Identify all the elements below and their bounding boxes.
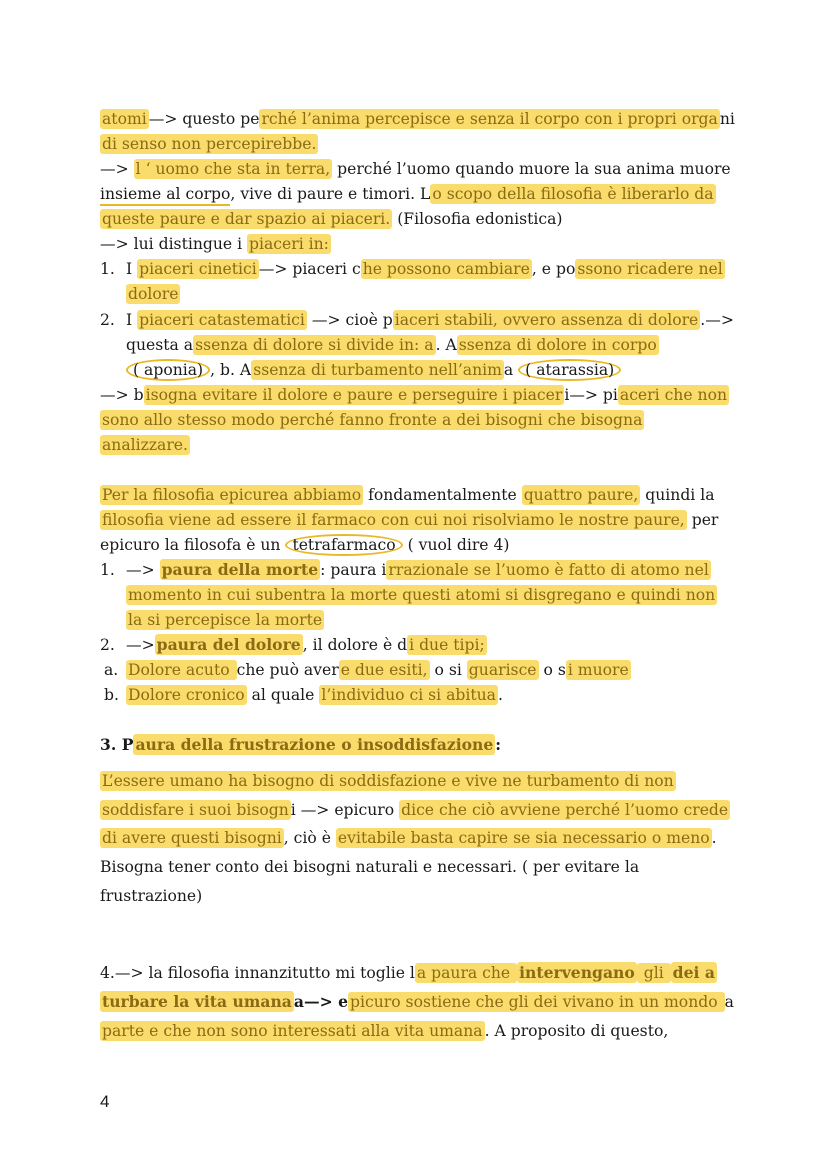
highlight-bold: intervengano	[519, 963, 635, 982]
highlight: picuro sostiene che gli dei vivano in un mondo	[350, 993, 723, 1011]
highlight: isogna evitare il dolore e paure e perseguire i piacer	[145, 386, 563, 404]
text-span: —> piaceri c	[258, 260, 361, 278]
text-line	[100, 799, 730, 821]
highlight: i muore	[567, 661, 629, 679]
text-span: . A	[435, 336, 457, 354]
text-span: ( vuol dire 4)	[402, 536, 510, 554]
text-line	[126, 609, 324, 631]
text-line	[100, 133, 318, 155]
text-span: perché l’uomo quando muore la sua anima muore	[332, 160, 731, 178]
highlight: L’essere umano ha bisogno di soddisfazione e vive ne turbamento di non	[102, 772, 674, 790]
highlight: e due esiti,	[340, 661, 428, 679]
highlight: Dolore cronico	[128, 686, 245, 704]
highlight: dolore	[128, 285, 179, 303]
highlight: momento in cui subentra la morte questi atomi si disgregano e quindi non	[128, 586, 716, 604]
text-line	[126, 584, 717, 606]
list-number: 1.	[100, 561, 115, 579]
text-span: quindi la	[640, 486, 715, 504]
highlight: l ‘ uomo che sta in terra,	[135, 160, 331, 178]
highlight: o scopo della filosofia è liberarlo da	[432, 185, 714, 203]
text-span: I	[126, 260, 138, 278]
text-span: , vive di paure e timori. L	[230, 185, 431, 203]
highlight: dice che ciò avviene perché l’uomo crede	[401, 801, 729, 819]
text-line	[100, 233, 331, 255]
list-item	[100, 258, 725, 280]
list-item	[100, 559, 711, 581]
text-span: ni	[719, 110, 735, 128]
highlight: quattro paure,	[523, 486, 639, 504]
text-span: .	[711, 829, 717, 847]
text-span: o s	[538, 661, 566, 679]
highlight: sono allo stesso modo perché fanno fronte a dei bisogni che bisogna	[102, 411, 643, 429]
text-span: —>	[126, 636, 155, 654]
text-span: —>	[100, 160, 134, 178]
text-span: I	[126, 311, 138, 329]
highlight: parte e che non sono interessati alla vita umana	[102, 1022, 483, 1040]
text-span: .—>	[700, 311, 734, 329]
highlight: Dolore acuto	[128, 661, 235, 679]
list-item	[100, 634, 487, 656]
highlight: guarisce	[468, 661, 537, 679]
text-span: .	[497, 686, 503, 704]
highlight-bold: turbare la vita umana	[102, 992, 292, 1011]
text-span: (Filosofia edonistica)	[392, 210, 563, 228]
highlight: ssono ricadere nel	[577, 260, 723, 278]
highlight: aceri che non	[619, 386, 727, 404]
text-span: , b. A	[210, 361, 252, 379]
text-span: al quale	[246, 686, 320, 704]
text-span: —> lui distingue i	[100, 235, 248, 253]
text-span: o si	[429, 661, 467, 679]
highlight: ssenza di dolore in corpo	[458, 336, 657, 354]
text-line	[100, 183, 716, 205]
highlight: ssenza di turbamento nell’anim	[253, 361, 502, 379]
list-item	[104, 659, 631, 681]
text-line	[100, 158, 731, 180]
highlight: Per la filosofia epicurea abbiamo	[102, 486, 362, 504]
text-line	[100, 770, 676, 792]
highlight: la si percepisce la morte	[128, 611, 323, 629]
text-span: a—> e	[293, 992, 349, 1011]
highlight: evitabile basta capire se sia necessario o meno	[337, 829, 710, 847]
highlight: piaceri in:	[249, 235, 329, 253]
section-heading	[100, 734, 501, 756]
highlight: gli	[638, 964, 669, 982]
text-span: : paura i	[320, 561, 387, 579]
text-line	[126, 283, 180, 305]
highlight: piaceri catastematici	[139, 311, 305, 329]
highlight: iaceri stabili, ovvero assenza di dolore	[394, 311, 699, 329]
highlight-bold: paura della morte	[161, 560, 319, 579]
text-line	[100, 384, 729, 406]
text-line	[100, 827, 717, 849]
page-number: 4	[100, 1092, 110, 1111]
text-line	[100, 409, 644, 431]
highlight-bold: aura della frustrazione o insoddisfazione	[135, 735, 494, 754]
list-letter: a.	[104, 661, 119, 679]
text-span: questa a	[126, 336, 194, 354]
list-number: 2.	[100, 311, 115, 329]
highlight: i due tipi;	[409, 636, 485, 654]
text-line	[100, 856, 639, 878]
text-span: a	[503, 361, 519, 379]
text-span: —> cioè p	[306, 311, 393, 329]
text-span: 3. P	[100, 735, 134, 754]
list-number: 1.	[100, 260, 115, 278]
text-span: . A proposito di questo,	[484, 1022, 669, 1040]
list-letter: b.	[104, 686, 119, 704]
highlight: ssenza di dolore si divide in: a	[195, 336, 434, 354]
text-line	[100, 885, 202, 907]
list-item	[100, 309, 734, 331]
text-span: fondamentalmente	[363, 486, 522, 504]
highlight: di senso non percepirebbe.	[102, 135, 317, 153]
highlight: rché l’anima percepisce e senza il corpo con i propri orga	[261, 110, 718, 128]
highlight-bold: paura del dolore	[156, 635, 301, 654]
text-line	[100, 484, 715, 506]
list-number: 2.	[100, 636, 115, 654]
highlight: l’individuo ci si abitua	[321, 686, 496, 704]
highlight: atomi	[102, 110, 147, 128]
highlight: queste paure e dar spazio ai piaceri.	[102, 210, 391, 228]
text-line	[100, 108, 735, 130]
text-span: i —> epicuro	[290, 801, 400, 819]
list-item	[104, 684, 503, 706]
highlight: piaceri cinetici	[139, 260, 257, 278]
text-span: a	[724, 993, 734, 1011]
text-span: 4.—> la filosofia innanzitutto mi toglie l	[100, 964, 415, 982]
highlight: soddisfare i suoi bisogn	[102, 801, 289, 819]
underline-span: insieme al corpo	[100, 185, 230, 206]
text-span: che può aver	[236, 661, 339, 679]
text-span: i—> pi	[564, 386, 618, 404]
text-span: —> questo pe	[148, 110, 260, 128]
text-line	[100, 962, 717, 984]
text-span: , e po	[531, 260, 576, 278]
text-line	[100, 1020, 668, 1042]
text-line	[126, 359, 621, 381]
text-line	[100, 534, 509, 556]
text-span: —>	[126, 561, 160, 579]
text-line	[100, 434, 190, 456]
highlight-bold: dei a	[672, 963, 715, 982]
text-span: , ciò è	[283, 829, 336, 847]
text-line	[126, 334, 659, 356]
text-line	[100, 208, 563, 230]
text-span: :	[495, 735, 502, 754]
highlight: a paura che	[416, 964, 516, 982]
circled-term: ( atarassia)	[518, 359, 621, 381]
text-span: , il dolore è d	[302, 636, 408, 654]
highlight: rrazionale se l’uomo è fatto di atomo nel	[388, 561, 709, 579]
text-span: Bisogna tener conto dei bisogni naturali e necessari. ( per evitare la	[100, 858, 640, 876]
highlight: he possono cambiare	[362, 260, 530, 278]
highlight: filosofia viene ad essere il farmaco con cui noi risolviamo le nostre paure,	[102, 511, 685, 529]
highlight: analizzare.	[102, 436, 188, 454]
text-span: frustrazione)	[100, 887, 203, 905]
circled-term: ( aponia)	[126, 359, 210, 381]
text-line	[100, 991, 734, 1013]
text-span: per	[686, 511, 719, 529]
text-span: —> b	[100, 386, 144, 404]
text-line	[100, 509, 718, 531]
highlight: di avere questi bisogni	[102, 829, 282, 847]
circled-term: tetrafarmaco	[285, 534, 402, 556]
text-span: epicuro la filosofa è un	[100, 536, 286, 554]
